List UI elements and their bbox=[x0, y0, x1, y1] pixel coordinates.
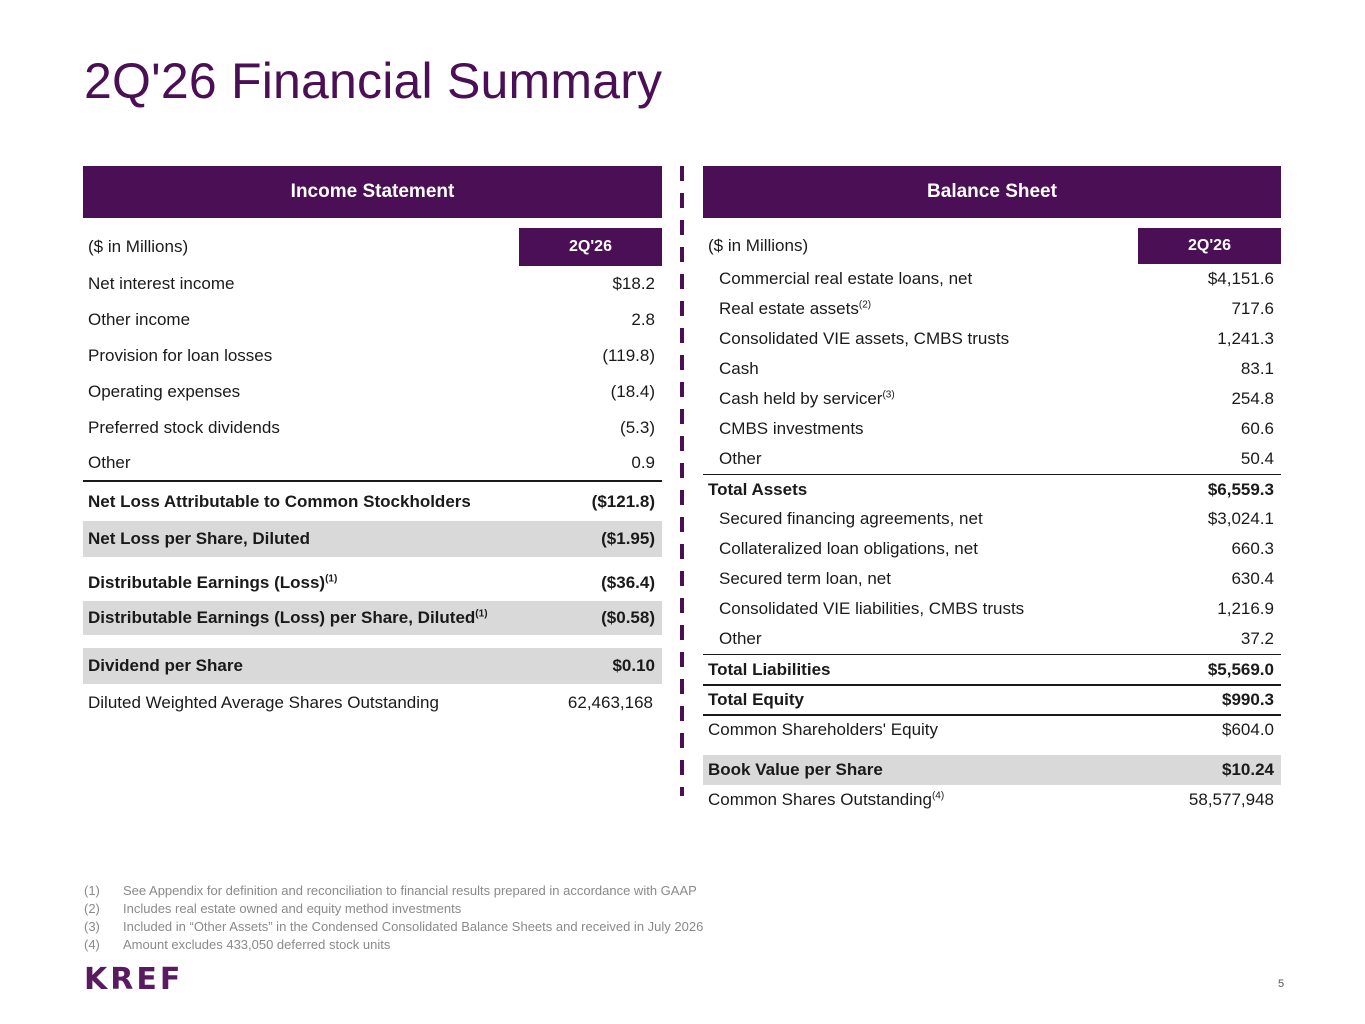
income-row bbox=[83, 338, 662, 374]
row-label: Commercial real estate loans, net bbox=[719, 269, 973, 288]
row-value: $6,559.3 bbox=[1207, 479, 1274, 499]
row-value: 62,463,168 bbox=[567, 693, 653, 712]
row-value: 0.9 bbox=[631, 453, 655, 472]
row-value: 630.4 bbox=[1231, 569, 1274, 588]
footnote: (3) Included in “Other Assets” in the Condensed Consolidated Balance Sheets and received in July 2026 bbox=[84, 919, 704, 934]
page-title: 2Q'26 Financial Summary bbox=[84, 53, 663, 109]
balance-sheet-header: Balance Sheet bbox=[703, 166, 1281, 218]
row-value: ($0.58) bbox=[601, 608, 655, 627]
net-loss-per-share-row bbox=[83, 521, 662, 557]
row-label: Distributable Earnings (Loss) per Share, Diluted$^{(1)}$ bbox=[88, 608, 488, 627]
distributable-earnings-row bbox=[83, 565, 662, 601]
income-row bbox=[83, 446, 662, 480]
row-label: Collateralized loan obligations, net bbox=[719, 539, 978, 558]
asset-row bbox=[703, 294, 1281, 324]
row-label: Provision for loan losses bbox=[88, 346, 273, 365]
row-value: ($36.4) bbox=[601, 573, 655, 592]
balance-period-header: 2Q'26 bbox=[1138, 228, 1281, 264]
asset-row bbox=[703, 444, 1281, 474]
row-label: Operating expenses bbox=[88, 382, 241, 401]
total-liabilities-row bbox=[703, 654, 1281, 684]
income-units-label: ($ in Millions) bbox=[88, 237, 189, 256]
liability-row bbox=[703, 624, 1281, 654]
row-value: 717.6 bbox=[1231, 299, 1274, 318]
row-label: Common Shareholders' Equity bbox=[708, 720, 939, 739]
income-row bbox=[83, 302, 662, 338]
row-value: 1,241.3 bbox=[1217, 329, 1274, 348]
row-label: Net interest income bbox=[88, 274, 235, 293]
row-label: Other bbox=[719, 629, 762, 648]
row-value: 2.8 bbox=[631, 310, 655, 329]
row-value: ($1.95) bbox=[601, 529, 655, 548]
row-value: (18.4) bbox=[610, 382, 655, 401]
row-value: $0.10 bbox=[612, 656, 655, 675]
row-label: Diluted Weighted Average Shares Outstanding bbox=[88, 693, 439, 712]
row-label: CMBS investments bbox=[719, 419, 864, 438]
row-value: 50.4 bbox=[1240, 449, 1274, 468]
row-value: $5,569.0 bbox=[1207, 659, 1274, 679]
income-table-head bbox=[83, 228, 662, 266]
row-label: Secured term loan, net bbox=[719, 569, 891, 588]
asset-row bbox=[703, 264, 1281, 294]
row-value: $4,151.6 bbox=[1207, 269, 1274, 288]
row-value: (119.8) bbox=[602, 346, 655, 365]
row-label: Total Liabilities bbox=[708, 659, 831, 679]
row-value: 58,577,948 bbox=[1188, 790, 1274, 809]
footnote: (4) Amount excludes 433,050 deferred stock units bbox=[84, 937, 391, 952]
row-label: Consolidated VIE assets, CMBS trusts bbox=[719, 329, 1010, 348]
income-row bbox=[83, 374, 662, 410]
balance-units-label: ($ in Millions) bbox=[708, 236, 809, 255]
total-equity-row bbox=[703, 684, 1281, 714]
row-value: $18.2 bbox=[612, 274, 655, 293]
row-label: Net Loss Attributable to Common Stockholders bbox=[88, 491, 471, 511]
balance-table-head bbox=[703, 228, 1281, 264]
distributable-earnings-per-share-row bbox=[83, 601, 662, 635]
row-value: (5.3) bbox=[620, 418, 655, 437]
asset-row bbox=[703, 384, 1281, 414]
income-statement-header: Income Statement bbox=[83, 166, 662, 218]
dividend-per-share-row bbox=[83, 648, 662, 684]
liability-row bbox=[703, 534, 1281, 564]
row-value: 1,216.9 bbox=[1217, 599, 1274, 618]
row-label: Net Loss per Share, Diluted bbox=[88, 529, 310, 548]
footnote: (2) Includes real estate owned and equity method investments bbox=[84, 901, 462, 916]
footnote: (1) See Appendix for definition and reconciliation to financial results prepared in accordance with GAAP bbox=[84, 883, 697, 898]
row-label: Distributable Earnings (Loss)$^{(1)}$ bbox=[88, 573, 338, 592]
panel-divider bbox=[680, 166, 684, 796]
book-value-row bbox=[703, 755, 1281, 785]
income-statement-panel bbox=[83, 166, 662, 722]
row-value: 37.2 bbox=[1240, 629, 1274, 648]
asset-row bbox=[703, 354, 1281, 384]
row-label: Cash bbox=[719, 359, 759, 378]
income-period-header: 2Q'26 bbox=[519, 228, 662, 266]
row-value: $604.0 bbox=[1222, 720, 1274, 739]
income-row bbox=[83, 266, 662, 302]
income-row bbox=[83, 410, 662, 446]
row-label: Book Value per Share bbox=[708, 760, 883, 779]
liability-row bbox=[703, 504, 1281, 534]
row-label: Real estate assets$^{(2)}$ bbox=[719, 299, 872, 318]
row-value: 60.6 bbox=[1240, 419, 1274, 438]
footnotes bbox=[84, 882, 703, 954]
row-label: Other bbox=[88, 453, 131, 472]
row-label: Cash held by servicer$^{(3)}$ bbox=[719, 389, 895, 408]
liability-row bbox=[703, 594, 1281, 624]
row-label: Other income bbox=[88, 310, 191, 329]
row-label: Preferred stock dividends bbox=[88, 418, 280, 437]
row-value: ($121.8) bbox=[591, 491, 655, 511]
kref-logo: KREF bbox=[84, 962, 184, 997]
row-value: 660.3 bbox=[1231, 539, 1274, 558]
balance-sheet-panel bbox=[703, 166, 1281, 815]
page-number: 5 bbox=[1278, 978, 1285, 990]
row-label: Secured financing agreements, net bbox=[719, 509, 983, 528]
row-label: Total Assets bbox=[708, 479, 808, 499]
row-value: $10.24 bbox=[1222, 760, 1274, 779]
diluted-shares-row bbox=[83, 684, 662, 722]
row-label: Total Equity bbox=[708, 690, 805, 709]
total-assets-row bbox=[703, 474, 1281, 504]
common-shares-row bbox=[703, 785, 1281, 815]
asset-row bbox=[703, 414, 1281, 444]
common-equity-row bbox=[703, 714, 1281, 744]
row-value: $990.3 bbox=[1222, 690, 1274, 709]
row-value: 83.1 bbox=[1240, 359, 1274, 378]
row-label: Consolidated VIE liabilities, CMBS trusts bbox=[719, 599, 1025, 618]
row-label: Other bbox=[719, 449, 762, 468]
row-label: Dividend per Share bbox=[88, 656, 243, 675]
liability-row bbox=[703, 564, 1281, 594]
asset-row bbox=[703, 324, 1281, 354]
row-label: Common Shares Outstanding$^{(4)}$ bbox=[708, 790, 945, 809]
row-value: 254.8 bbox=[1231, 389, 1274, 408]
net-loss-row bbox=[83, 480, 662, 521]
row-value: $3,024.1 bbox=[1207, 509, 1274, 528]
